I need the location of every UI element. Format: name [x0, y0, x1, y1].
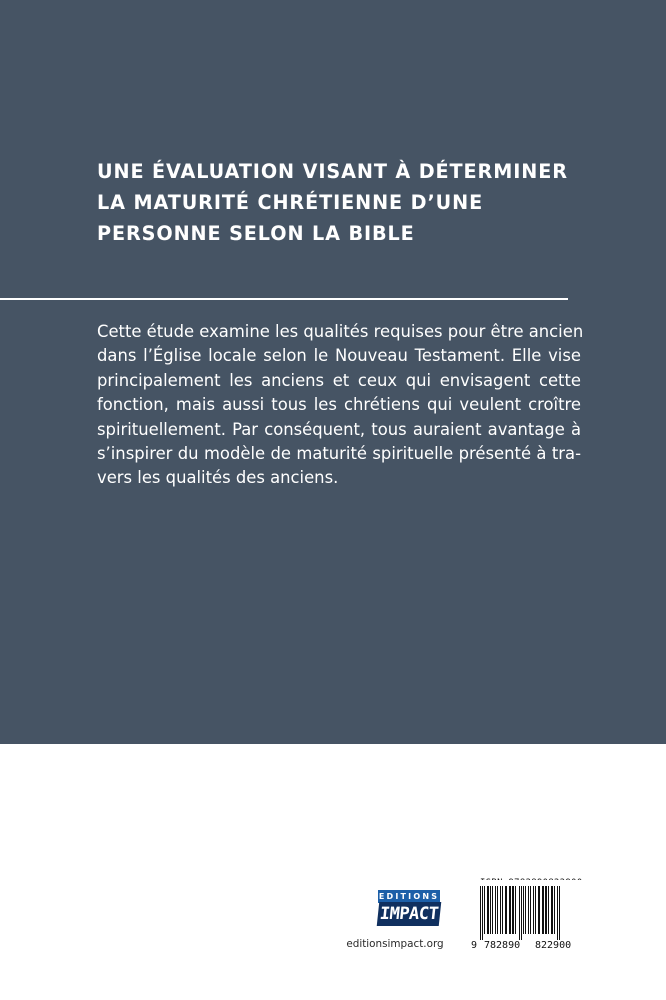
barcode-bar: [480, 886, 481, 940]
barcode-bar: [557, 886, 558, 940]
logo-editions-text: EDITIONS: [378, 892, 440, 901]
barcode-bar: [515, 886, 516, 934]
barcode-bar: [551, 886, 553, 934]
barcode-bar: [497, 886, 498, 934]
isbn-barcode: [470, 880, 590, 950]
blurb-line: s’inspirer du modèle de maturité spirituelle présenté à tra-: [97, 444, 581, 464]
barcode-bar: [538, 886, 540, 934]
barcode-bar: [548, 886, 549, 934]
barcode-bar: [528, 886, 529, 934]
headline: [97, 156, 597, 249]
publisher-logo: [378, 890, 440, 926]
barcode-bar: [521, 886, 522, 940]
barcode-bar: [535, 886, 536, 934]
barcode-bar: [487, 886, 489, 934]
barcode-bar: [530, 886, 531, 934]
blurb-line: dans l’Église locale selon le Nouveau Testament. Elle vise: [97, 346, 581, 366]
barcode-bar: [559, 886, 560, 940]
barcode-digit-right: 822900: [535, 940, 572, 950]
blurb-line: Cette étude examine les qualités requises pour être ancien: [97, 322, 584, 341]
logo-impact-text: IMPACT: [377, 902, 442, 926]
barcode-bar: [484, 886, 485, 934]
barcode-bar: [545, 886, 547, 934]
barcode-bar: [492, 886, 493, 934]
headline-line: LA MATURITÉ CHRÉTIENNE D’UNE: [97, 191, 484, 214]
barcode-digit-lead: 9: [471, 940, 478, 950]
blurb-paragraph: [97, 320, 584, 491]
barcode-bar: [533, 886, 534, 934]
barcode-bar: [525, 886, 526, 934]
blurb-line: spirituellement. Par conséquent, tous auraient avantage à: [97, 419, 581, 439]
barcode-bar: [512, 886, 514, 934]
blurb-line: vers les qualités des anciens.: [97, 468, 339, 488]
divider-rule: [0, 298, 568, 300]
headline-line: PERSONNE SELON LA BIBLE: [97, 222, 415, 245]
barcode-bar: [500, 886, 501, 934]
barcode-bar: [482, 886, 483, 940]
blurb-line: principalement les anciens et ceux qui envisagent cette: [97, 370, 581, 390]
barcode-bar: [509, 886, 511, 934]
barcode-bar: [502, 886, 503, 934]
headline-line: UNE ÉVALUATION VISANT À DÉTERMINER: [97, 160, 568, 183]
barcode-bar: [554, 886, 555, 934]
barcode-digit-left: 782890: [484, 940, 521, 950]
barcode-bar: [519, 886, 520, 940]
publisher-url: editionsimpact.org: [346, 938, 444, 950]
barcode-bar: [490, 886, 491, 934]
blurb-line: fonction, mais aussi tous les chrétiens qui veulent croître: [97, 395, 581, 415]
barcode-bar: [495, 886, 496, 934]
barcode-bar: [505, 886, 507, 934]
barcode-bar: [542, 886, 544, 934]
barcode-bar: [523, 886, 524, 934]
